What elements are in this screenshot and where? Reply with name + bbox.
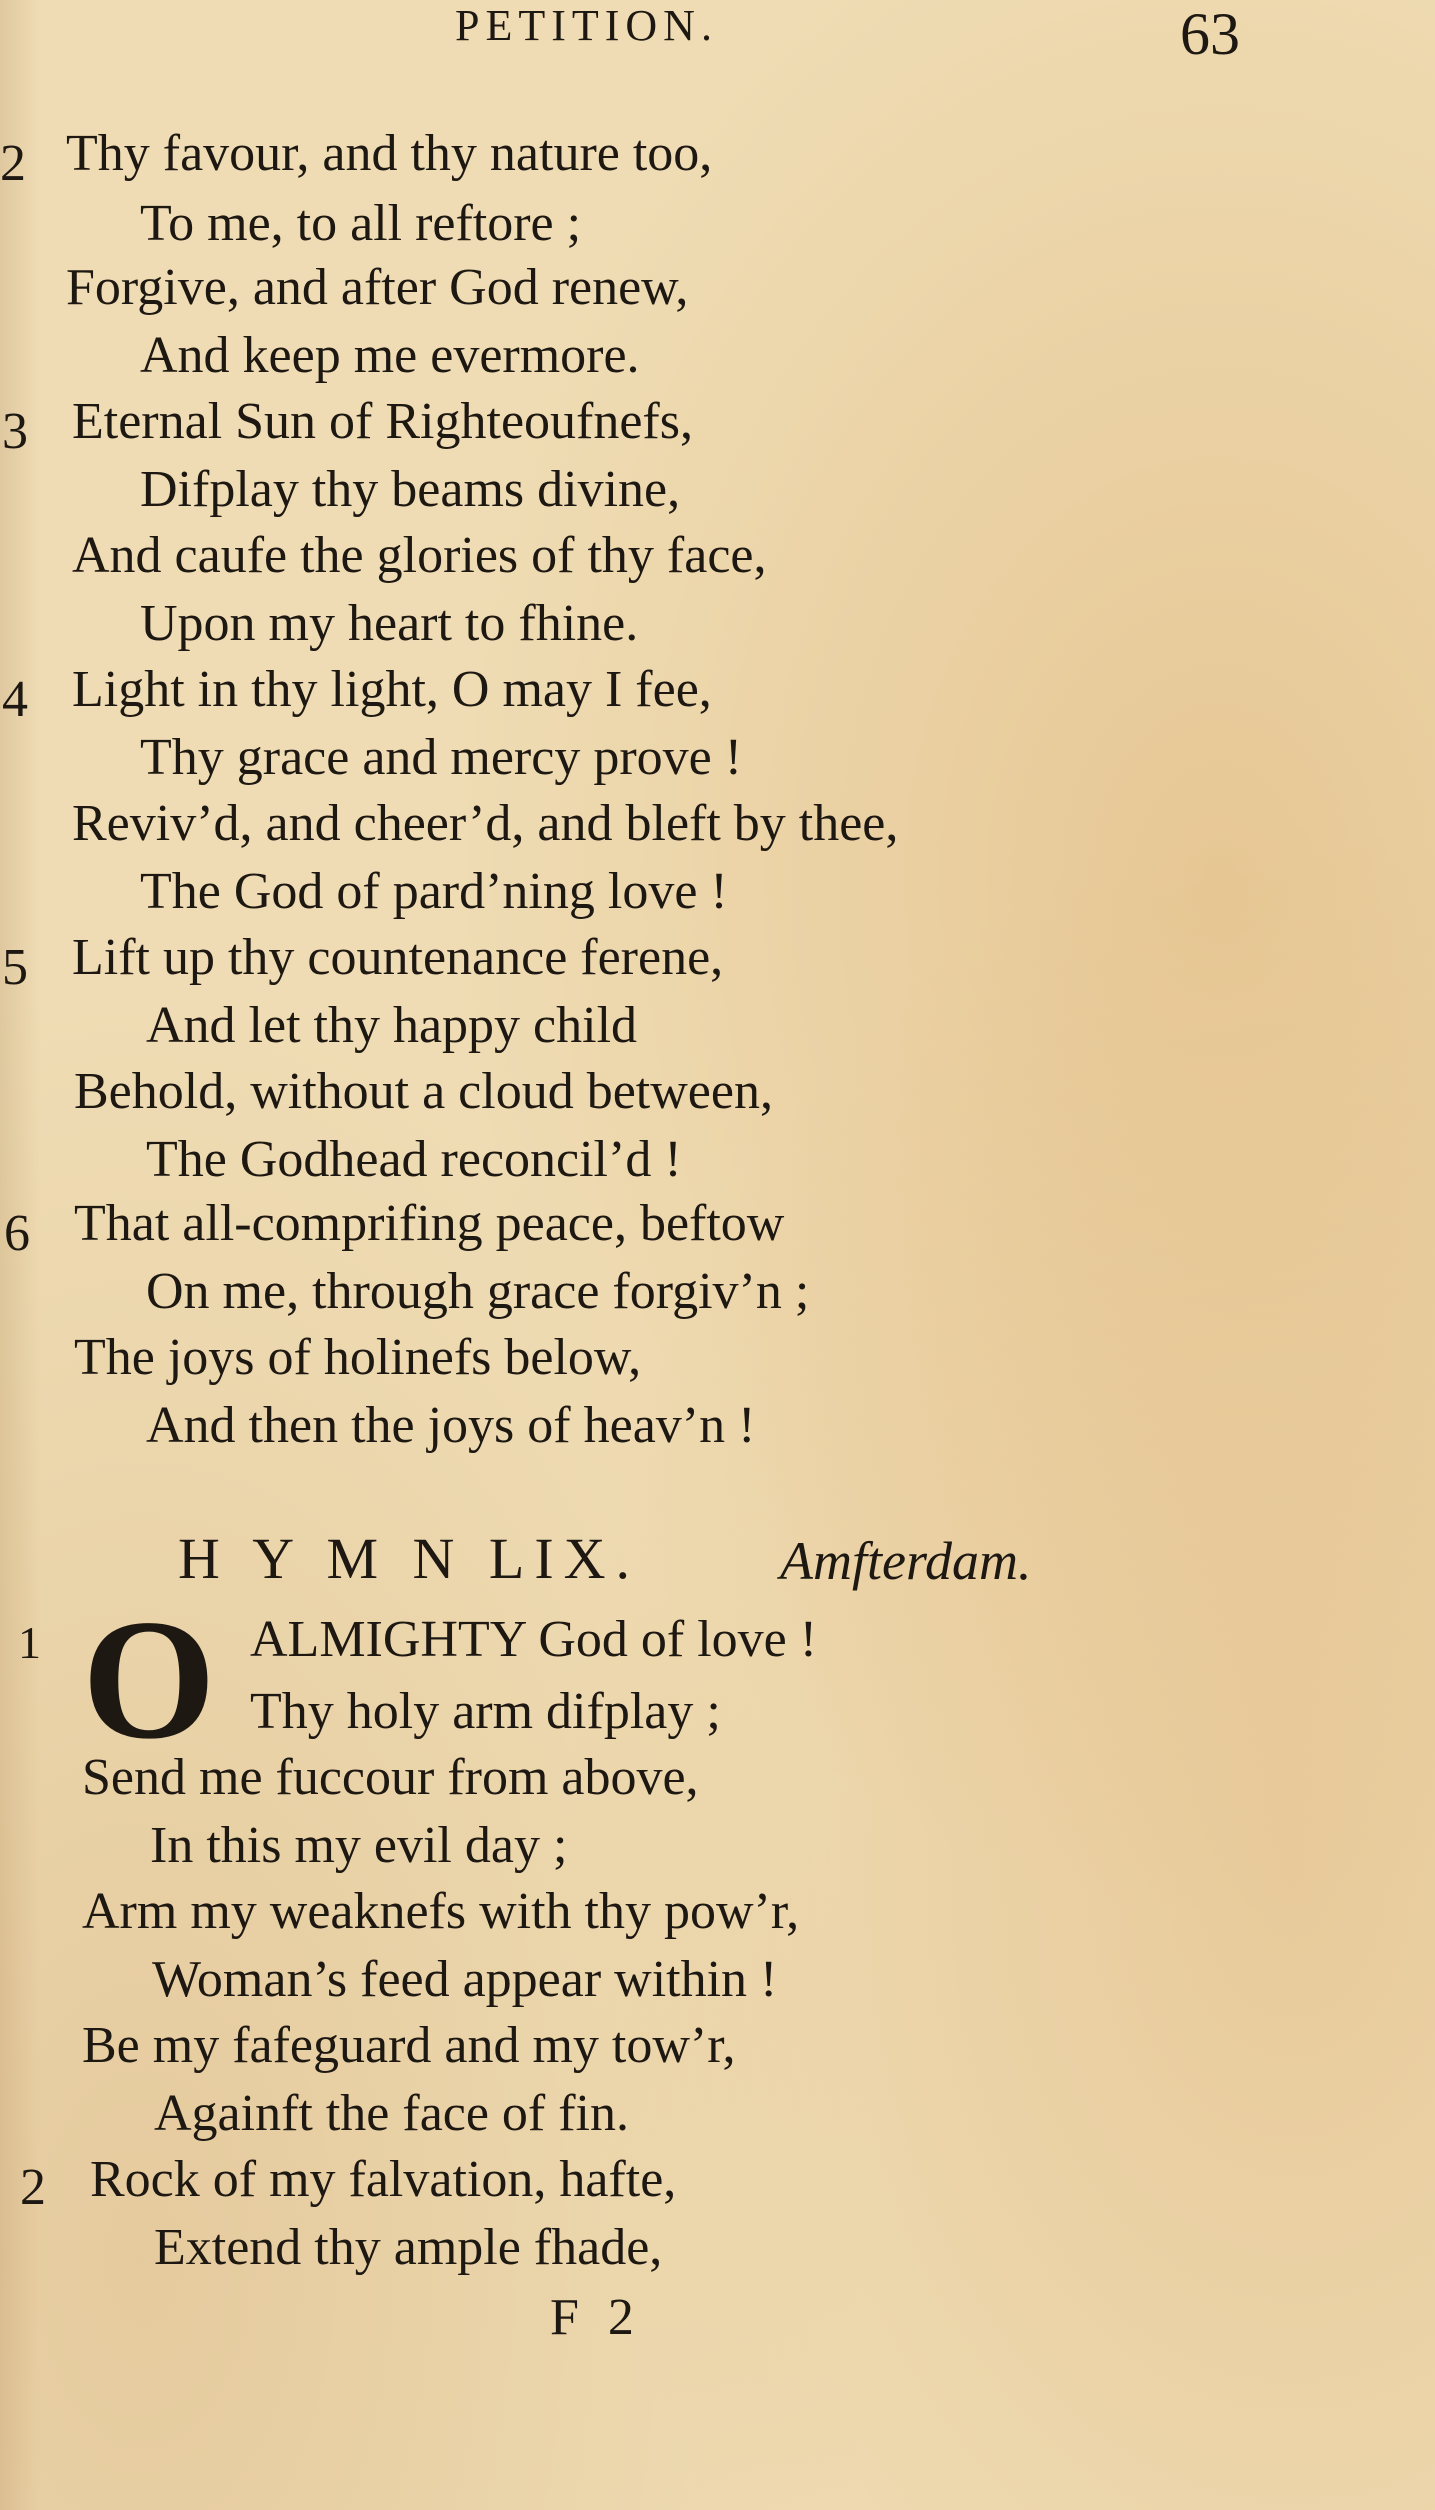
hymn-line: Thy grace and mercy prove ! [140, 729, 743, 786]
hymn-line: Reviv’d, and cheer’d, and bleft by thee, [72, 795, 899, 852]
hymn-heading: H Y M N LIX. [178, 1526, 641, 1591]
hymn-line: Lift up thy countenance ferene, [72, 929, 724, 986]
hymn-line: Light in thy light, O may I fee, [72, 661, 712, 718]
hymn-line: That all-comprifing peace, beftow [74, 1195, 785, 1252]
verse-number: 2 [20, 2159, 46, 2216]
hymn-line: Againft the face of fin. [154, 2085, 630, 2142]
hymn-line: Thy favour, and thy nature too, [66, 125, 713, 182]
drop-cap: O [82, 1585, 216, 1775]
hymn-line: And then the joys of heav’n ! [146, 1397, 756, 1454]
verse-number: 1 [18, 1617, 41, 1668]
hymn-line: On me, through grace forgiv’n ; [146, 1263, 810, 1320]
signature-mark: F 2 [550, 2289, 642, 2346]
hymn-line: The God of pard’ning love ! [140, 863, 728, 920]
hymn-line: Difplay thy beams divine, [140, 461, 681, 518]
hymn-line: And caufe the glories of thy face, [72, 527, 767, 584]
hymn-line: Behold, without a cloud between, [74, 1063, 773, 1120]
hymn-line: The Godhead reconcil’d ! [146, 1131, 682, 1188]
hymn-line: And let thy happy child [146, 997, 638, 1054]
hymn-line: ALMIGHTY God of love ! [250, 1611, 818, 1668]
hymn-line: Woman’s feed appear within ! [152, 1951, 778, 2008]
hymn-line: Extend thy ample fhade, [154, 2219, 663, 2276]
running-header: PETITION. [455, 1, 718, 50]
verse-number: 4 [2, 671, 28, 728]
hymn-line: Arm my weaknefs with thy pow’r, [82, 1883, 800, 1940]
hymn-line: In this my evil day ; [150, 1817, 568, 1874]
hymn-line: Thy holy arm difplay ; [250, 1683, 721, 1740]
verse-number: 6 [4, 1205, 30, 1262]
hymn-line: To me, to all reftore ; [140, 195, 582, 252]
hymn-line: Rock of my falvation, hafte, [90, 2151, 677, 2208]
hymn-line: Upon my heart to fhine. [140, 595, 639, 652]
hymn-line: And keep me evermore. [140, 327, 640, 384]
hymn-line: The joys of holinefs below, [74, 1329, 642, 1386]
hymn-line: Eternal Sun of Righteoufnefs, [72, 393, 693, 450]
hymn-line: Send me fuccour from above, [82, 1749, 699, 1806]
verse-number: 5 [2, 939, 28, 996]
hymn-line: Be my fafeguard and my tow’r, [82, 2017, 736, 2074]
page-number: 63 [1180, 1, 1240, 67]
verse-number: 2 [0, 135, 26, 192]
verse-number: 3 [2, 403, 28, 460]
hymn-tune-name: Amfterdam. [780, 1531, 1032, 1591]
hymn-line: Forgive, and after God renew, [66, 259, 689, 316]
